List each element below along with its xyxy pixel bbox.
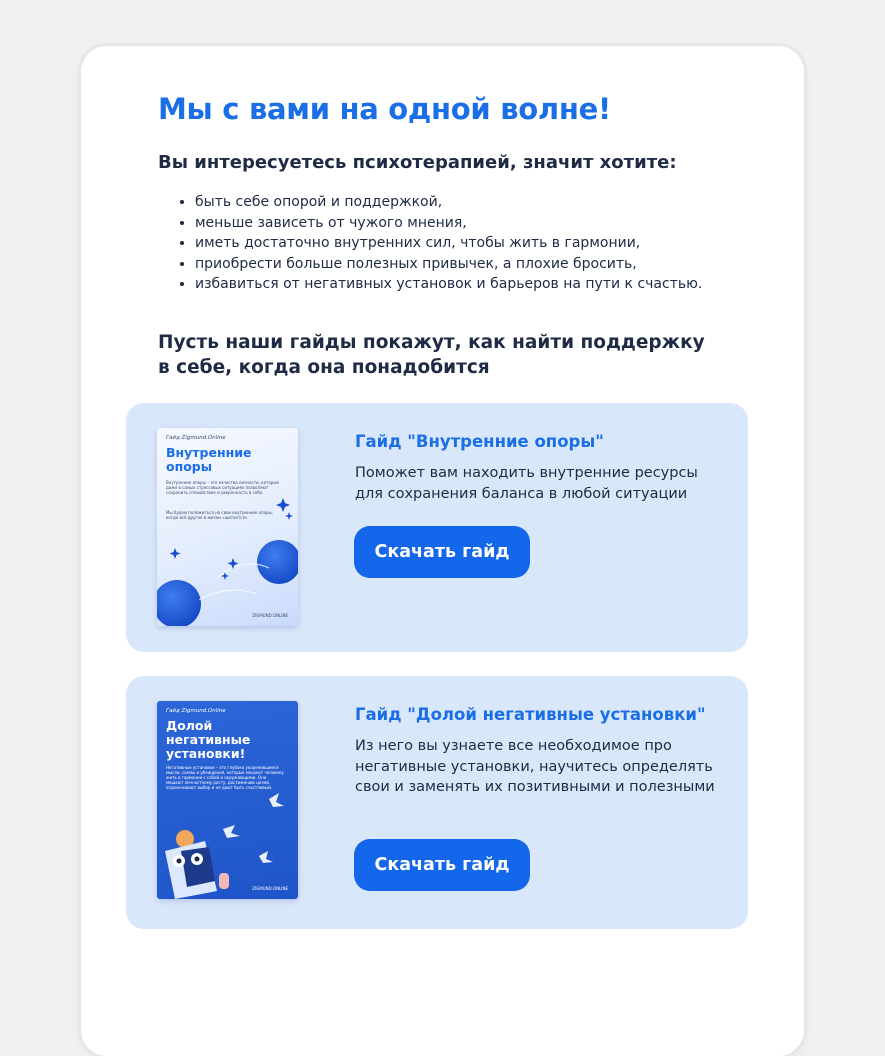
cover-illustration [157,428,298,626]
cover-text: Негативные установки – это глубоко укоренившиеся мысли, схемы и убеждения, которые мешают человеку жить в гармонии с собой и окружающими. Они мешают личностному росту, достижению целей, ограничивают выбор и не дают быть счастливым. [166,765,284,790]
cover-illustration [157,701,298,899]
list-item: • избавиться от негативных установок и барьеров на пути к счастью. [195,274,795,295]
download-guide-button[interactable]: Скачать гайд [354,526,530,578]
wants-list [158,192,795,295]
guides-heading: Пусть наши гайды покажут, как найти поддержку в себе, когда она понадобится [158,332,705,378]
guide-title: Гайд "Внутренние опоры" [355,432,604,451]
list-item: • иметь достаточно внутренних сил, чтобы жить в гармонии, [195,233,795,254]
cover-footer: ZIGMUND.ONLINE [252,613,288,618]
cover-footer: ZIGMUND.ONLINE [252,886,288,891]
cover-text: Мы будем положиться на свои внутренние опоры, когда всё другое в жизни «шатается». [166,510,273,520]
list-item: • быть себе опорой и поддержкой, [195,192,795,213]
guide-cover-image[interactable] [157,701,298,899]
download-guide-button[interactable]: Скачать гайд [354,839,530,891]
guide-title: Гайд "Долой негативные установки" [355,705,706,724]
cover-brand: Гайд Zigmund.Online [166,708,226,714]
guide-description: Поможет вам находить внутренние ресурсы для сохранения баланса в любой ситуации [355,465,698,502]
page-title: Мы с вами на одной волне! [158,92,611,126]
list-item: • меньше зависеть от чужого мнения, [195,213,795,234]
guide-cover-image[interactable] [157,428,298,626]
guide-description: Из него вы узнаете все необходимое про негативные установки, научитесь определять свои и заменять их позитивными и полезными [355,738,715,795]
cover-title: Долой негативные установки! [166,718,251,761]
cover-title: Внутренние опоры [166,445,252,474]
cover-text: Внутренние опоры – это качества личности, которые даже в самых стрессовых ситуациях позволяют сохранить спокойствие и уверенность в себе. [166,480,279,495]
subheading: Вы интересуетесь психотерапией, значит хотите: [158,152,677,173]
guide-card-negative-beliefs [126,676,748,929]
guide-card-inner-supports [126,403,748,652]
cover-brand: Гайд Zigmund.Online [166,435,226,441]
email-card [81,46,804,1056]
list-item: • приобрести больше полезных привычек, а плохие бросить, [195,254,795,275]
